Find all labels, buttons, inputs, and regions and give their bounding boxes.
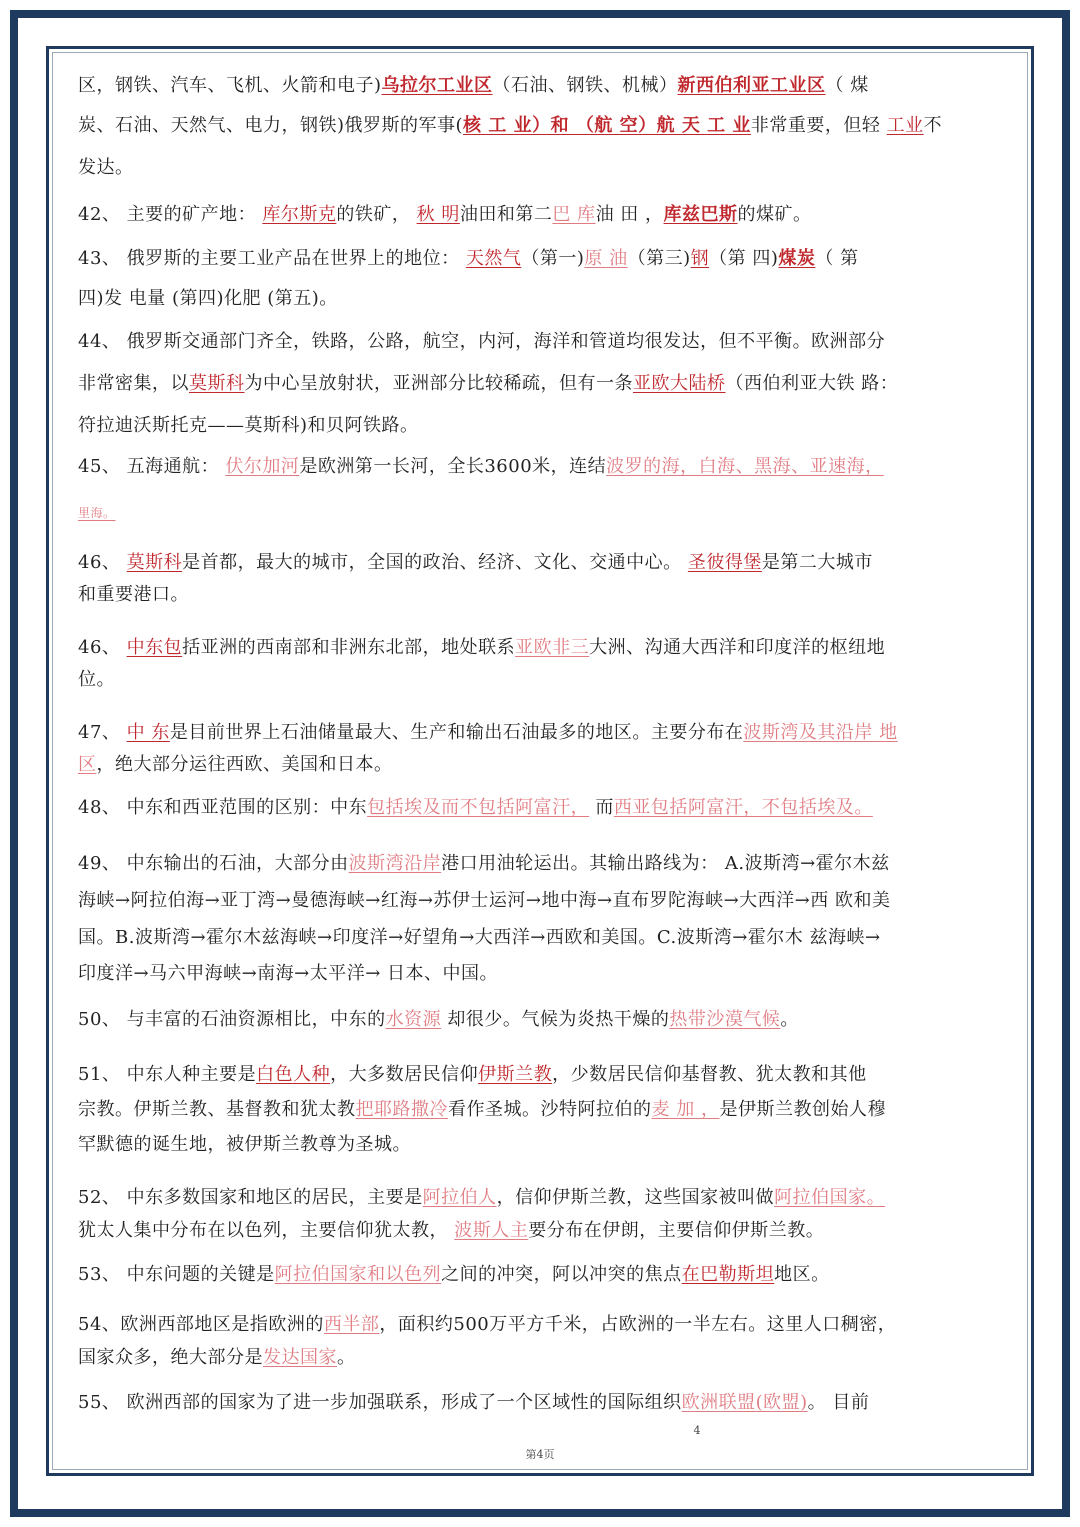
text-segment: 42、 主要的矿产地： [78, 204, 263, 225]
text-segment: 海峡→阿拉伯海→亚丁湾→曼德海峡→红海→苏伊士运河→地中海→直布罗陀海峡→大西洋→西 欧和美 [78, 890, 891, 911]
highlighted-answer: 煤炭 [778, 248, 816, 269]
text-segment: 要分布在伊朗，主要信仰伊斯兰教。 [528, 1220, 825, 1241]
text-line [78, 1185, 1018, 1211]
highlighted-answer: 圣彼得堡 [687, 552, 762, 573]
text-segment: 54、欧洲西部地区是指欧洲的 [78, 1314, 324, 1335]
text-segment: 50、 与丰富的石油资源相比，中东的 [78, 1009, 386, 1030]
text-line [78, 1262, 1018, 1288]
text-segment: 是第二大城市 [761, 552, 873, 573]
text-segment: 。 目前 [807, 1392, 870, 1413]
text-line [78, 413, 1018, 439]
text-line [78, 286, 1018, 312]
text-line [78, 550, 1018, 576]
text-line [78, 752, 1018, 778]
highlighted-answer: 亚欧非三 [515, 637, 590, 658]
text-segment: ，大多数居民信仰 [330, 1064, 479, 1085]
text-line [78, 582, 1018, 608]
highlighted-answer: 水资源 [385, 1009, 442, 1030]
text-line [78, 1132, 1018, 1158]
page-label: 第4页 [525, 1448, 555, 1461]
highlighted-answer: 中东包 [126, 637, 183, 658]
text-segment: 位。 [78, 669, 115, 690]
highlighted-answer: 白色人种 [256, 1064, 331, 1085]
text-segment: 49、 中东输出的石油，大部分由 [78, 853, 349, 874]
text-segment: （ 煤 [825, 75, 869, 96]
highlighted-answer: 欧洲联盟(欧盟) [681, 1392, 808, 1413]
highlighted-answer: 伊斯兰教 [478, 1064, 553, 1085]
text-segment: 而 [589, 797, 614, 818]
highlighted-answer: 莫斯科 [189, 373, 245, 394]
highlighted-answer: 伏尔加河 [225, 456, 300, 477]
text-segment: 48、 中东和西亚范围的区别：中东 [78, 797, 368, 818]
text-segment: （第三) [627, 248, 691, 269]
text-segment: 罕默德的诞生地，被伊斯兰教尊为圣城。 [78, 1134, 411, 1155]
text-segment: 区，钢铁、汽车、飞机、火箭和电子) [78, 75, 382, 96]
highlighted-answer: 波斯湾沿岸 [348, 853, 442, 874]
highlighted-answer: 库兹巴斯 [663, 204, 738, 225]
highlighted-answer: 西半部 [323, 1314, 380, 1335]
page-number-small: 4 [693, 1424, 701, 1437]
text-segment: 炭、石油、天然气、电力，钢铁)俄罗斯的军事( [78, 115, 464, 136]
text-segment: 油田和第二 [459, 204, 553, 225]
highlighted-answer: 包括埃及而不包括阿富汗， [367, 797, 590, 818]
highlighted-answer: 工业 [886, 115, 924, 136]
text-segment: 却很少。气候为炎热干燥的 [441, 1009, 670, 1030]
text-line [78, 961, 1018, 987]
text-segment: 符拉迪沃斯托克——莫斯科)和贝阿铁路。 [78, 415, 419, 436]
highlighted-answer: 核 工 业）和 （航 空）航 天 工 业 [463, 115, 751, 136]
text-segment: ，绝大部分运往西欧、美国和日本。 [96, 754, 393, 775]
text-segment: 括亚洲的西南部和非洲东北部，地处联系 [182, 637, 516, 658]
text-line [78, 1345, 1018, 1371]
highlighted-answer: 亚欧大陆桥 [633, 373, 726, 394]
highlighted-answer: 乌拉尔工业区 [381, 75, 493, 96]
text-line [78, 925, 1018, 951]
highlighted-answer: 新西伯利亚工业区 [677, 75, 826, 96]
text-segment: 。 [337, 1347, 356, 1368]
highlighted-answer: 波罗的海，白海、黑海、亚速海， [606, 456, 884, 477]
text-segment: ，少数居民信仰基督教、犹太教和其他 [552, 1064, 867, 1085]
text-line [78, 1062, 1018, 1088]
text-segment: 国家众多，绝大部分是 [78, 1347, 263, 1368]
text-segment: 四)发 电量 (第四)化肥 (第五)。 [78, 288, 338, 309]
text-line [78, 851, 1018, 877]
text-segment: 大洲、沟通大西洋和印度洋的枢纽地 [589, 637, 886, 658]
text-line [78, 888, 1018, 914]
text-line [78, 635, 1018, 661]
text-segment: 国。B.波斯湾→霍尔木兹海峡→印度洋→好望角→大西洋→西欧和美国。C.波斯湾→霍尔木 兹海峡→ [78, 927, 881, 948]
text-segment: （石油、钢铁、机械） [492, 75, 678, 96]
text-segment: 53、 中东问题的关键是 [78, 1264, 275, 1285]
text-segment: 印度洋→马六甲海峡→南海→太平洋→ 日本、中国。 [78, 963, 499, 984]
text-line [78, 1097, 1018, 1123]
text-segment: 犹太人集中分布在以色列，主要信仰犹太教， [78, 1220, 455, 1241]
text-segment: 非常密集，以 [78, 373, 189, 394]
text-segment: 之间的冲突，阿以冲突的焦点 [441, 1264, 682, 1285]
text-segment: 宗教。伊斯兰教、基督教和犹太教 [78, 1099, 356, 1120]
highlighted-answer: 把耶路撒冷 [355, 1099, 448, 1120]
text-segment: 为中心呈放射状，亚洲部分比较稀疏，但有一条 [244, 373, 633, 394]
text-line [78, 246, 1018, 272]
text-line [78, 73, 1018, 99]
highlighted-answer: 秋 明 [416, 204, 460, 225]
highlighted-answer: 热带沙漠气候 [669, 1009, 781, 1030]
text-segment: 不 [923, 115, 943, 136]
text-segment: 的煤矿。 [737, 204, 812, 225]
text-segment: （ 第 [815, 248, 859, 269]
text-line [78, 371, 1018, 397]
highlighted-answer: 中 东 [126, 722, 170, 743]
text-line [78, 1007, 1018, 1033]
text-segment: （西伯利亚大铁 路： [725, 373, 899, 394]
text-segment: ，面积约500万平方千米，占欧洲的一半左右。这里人口稠密， [379, 1314, 897, 1335]
text-segment: 55、 欧洲西部的国家为了进一步加强联系，形成了一个区域性的国际组织 [78, 1392, 682, 1413]
text-segment: 油 田 ， [595, 204, 664, 225]
text-line [78, 667, 1018, 693]
text-segment: 43、 俄罗斯的主要工业产品在世界上的地位： [78, 248, 466, 269]
text-segment: 和重要港口。 [78, 584, 189, 605]
text-line [78, 113, 1018, 139]
text-segment: ，信仰伊斯兰教，这些国家被叫做 [496, 1187, 775, 1208]
highlighted-answer: 莫斯科 [126, 552, 183, 573]
text-segment: 港口用油轮运出。其输出路线为： A.波斯湾→霍尔木兹 [441, 853, 890, 874]
highlighted-answer: 发达国家 [263, 1347, 337, 1368]
text-line [78, 155, 1018, 181]
text-segment: 是欧洲第一长河，全长3600米，连结 [299, 456, 607, 477]
text-segment: 发达。 [78, 157, 134, 178]
highlighted-answer: 阿拉伯国家。 [774, 1187, 886, 1208]
highlighted-answer: 波斯湾及其沿岸 地 [743, 722, 898, 743]
text-line [78, 1390, 1018, 1416]
text-segment: （第一) [521, 248, 585, 269]
highlighted-answer: 阿拉伯国家和以色列 [274, 1264, 442, 1285]
highlighted-answer: 阿拉伯人 [422, 1187, 497, 1208]
text-segment: 的铁矿， [336, 204, 417, 225]
highlighted-answer: 钢 [690, 248, 710, 269]
text-segment: 51、 中东人种主要是 [78, 1064, 257, 1085]
text-line [78, 795, 1018, 821]
text-segment: 45、 五海通航： [78, 456, 226, 477]
text-segment: 46、 [78, 637, 127, 658]
highlighted-answer: 原 油 [584, 248, 628, 269]
text-line [78, 499, 1018, 526]
text-segment: 是伊斯兰教创始人穆 [719, 1099, 886, 1120]
text-line [78, 1312, 1018, 1338]
highlighted-answer: 在巴勒斯坦 [681, 1264, 775, 1285]
text-segment: 47、 [78, 722, 127, 743]
highlighted-answer: 库尔斯克 [262, 204, 337, 225]
text-line [78, 720, 1018, 746]
highlighted-answer: 天然气 [465, 248, 522, 269]
highlighted-answer: 波斯人主 [454, 1220, 529, 1241]
highlighted-answer: 里海。 [78, 506, 116, 520]
highlighted-answer: 西亚包括阿富汗，不包括埃及。 [613, 797, 873, 818]
text-segment: 地区。 [774, 1264, 830, 1285]
text-segment: 。 [780, 1009, 799, 1030]
text-segment: 是首都，最大的城市，全国的政治、经济、文化、交通中心。 [182, 552, 688, 573]
text-segment: （第 四) [709, 248, 779, 269]
text-line [78, 1218, 1018, 1244]
text-segment: 非常重要，但轻 [750, 115, 887, 136]
text-segment: 46、 [78, 552, 127, 573]
text-line [78, 329, 1018, 355]
text-line [78, 202, 1018, 228]
text-segment: 看作圣城。沙特阿拉伯的 [448, 1099, 652, 1120]
highlighted-answer: 麦 加 ， [651, 1099, 720, 1120]
text-segment: 52、 中东多数国家和地区的居民，主要是 [78, 1187, 423, 1208]
highlighted-answer: 区 [78, 754, 97, 775]
text-segment: 是目前世界上石油储量最大、生产和输出石油最多的地区。主要分布在 [169, 722, 744, 743]
text-segment: 44、 俄罗斯交通部门齐全，铁路，公路，航空，内河，海洋和管道均很发达，但不平衡。欧洲部分 [78, 331, 886, 352]
text-line [78, 454, 1018, 480]
highlighted-answer: 巴 库 [552, 204, 596, 225]
